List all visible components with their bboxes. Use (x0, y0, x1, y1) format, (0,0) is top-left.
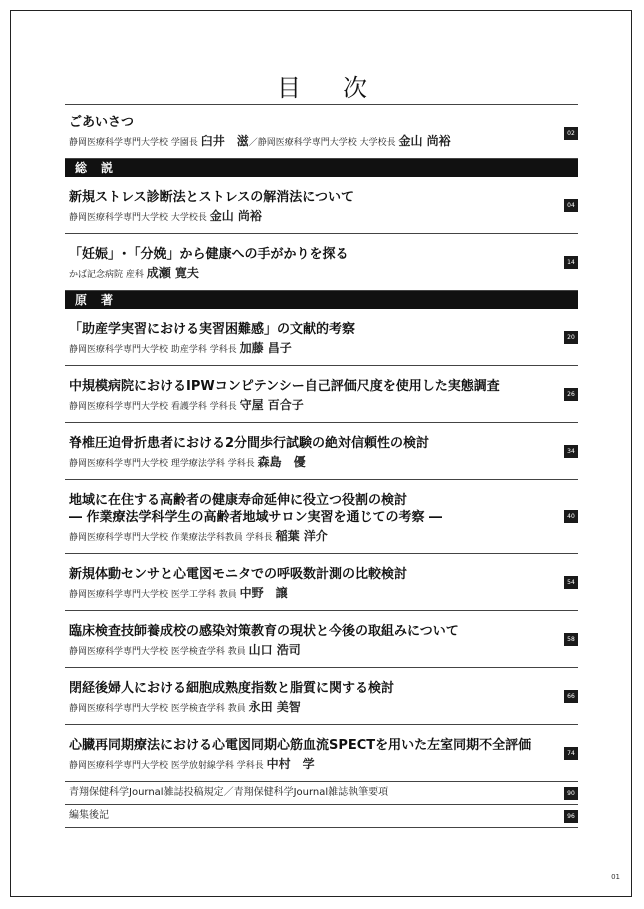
toc-entry[interactable] (65, 725, 578, 781)
author-affiliation: かば記念病院 産科 (69, 270, 147, 280)
toc-entry-plain[interactable] (65, 805, 578, 827)
toc-entry[interactable] (65, 366, 578, 422)
entry-title: 脊椎圧迫骨折患者における2分間歩行試験の絶対信頼性の検討 (69, 436, 430, 451)
page-number-box: 34 (564, 445, 578, 458)
divider-rule (65, 827, 578, 828)
entry-author (69, 342, 578, 357)
author-affiliation: ／静岡医療科学専門大学校 大学校長 (248, 138, 399, 148)
author-affiliation: 静岡医療科学専門大学校 助産学科 学科長 (69, 345, 240, 355)
author-name: 金山 尚裕 (398, 134, 451, 148)
entry-author (69, 399, 578, 414)
author-affiliation: 静岡医療科学専門大学校 看護学科 学科長 (69, 402, 240, 412)
author-affiliation: 静岡医療科学専門大学校 大学校長 (69, 213, 210, 223)
page-number-box: 40 (564, 510, 578, 523)
author-affiliation: 静岡医療科学専門大学校 医学検査学科 教員 (69, 704, 249, 714)
author-affiliation: 静岡医療科学専門大学校 医学工学科 教員 (69, 590, 240, 600)
page-number-box: 66 (564, 690, 578, 703)
table-of-contents (65, 104, 578, 828)
author-affiliation: 静岡医療科学専門大学校 作業療法学科教員 学科長 (69, 533, 276, 543)
entry-title: 新規ストレス診断法とストレスの解消法について (69, 190, 354, 205)
author-name: 中村 学 (266, 757, 315, 771)
entry-author (69, 456, 578, 471)
page-number-box: 04 (564, 199, 578, 212)
author-name: 臼井 滋 (200, 134, 249, 148)
toc-entry[interactable] (65, 105, 578, 158)
toc-entry[interactable] (65, 177, 578, 233)
entry-title: 地域に在住する高齢者の健康寿命延伸に役立つ役割の検討 (69, 493, 408, 508)
author-name: 中野 譲 (239, 586, 288, 600)
page-number-box: 90 (564, 787, 578, 800)
page-number-box: 96 (564, 810, 578, 823)
entry-author (69, 267, 578, 282)
author-name: 森島 優 (257, 455, 306, 469)
entry-title: 心臓再同期療法における心電図同期心筋血流SPECTを用いた左室同期不全評価 (69, 738, 532, 753)
toc-entry[interactable] (65, 668, 578, 724)
page-number-box: 26 (564, 388, 578, 401)
entry-author (69, 530, 578, 545)
entry-author (69, 135, 578, 150)
author-name: 守屋 百合子 (239, 398, 304, 412)
author-affiliation: 静岡医療科学専門大学校 医学検査学科 教員 (69, 647, 249, 657)
section-header: 原著 (65, 291, 578, 309)
author-name: 成瀬 寛夫 (146, 266, 199, 280)
entry-author (69, 210, 578, 225)
page-number-box: 02 (564, 127, 578, 140)
entry-title: 「妊娠」･「分娩」から健康への手がかりを探る (69, 247, 349, 262)
entry-title: 新規体動センサと心電図モニタでの呼吸数計測の比較検討 (69, 567, 408, 582)
section-header: 総説 (65, 159, 578, 177)
entry-title: 中規模病院におけるIPWコンピテンシー自己評価尺度を使用した実態調査 (69, 379, 500, 394)
folio-page-number: 01 (611, 873, 620, 881)
toc-entry[interactable] (65, 309, 578, 365)
page-number-box: 54 (564, 576, 578, 589)
entry-title: 閉経後婦人における細胞成熟度指数と脂質に関する検討 (69, 681, 395, 696)
entry-title: 「助産学実習における実習困難感」の文献的考察 (69, 322, 356, 337)
entry-title: 編集後記 (69, 810, 109, 821)
toc-entry[interactable] (65, 480, 578, 553)
entry-subtitle: ― 作業療法学科学生の高齢者地域サロン実習を通じての考察 ― (69, 510, 443, 525)
entry-author (69, 644, 578, 659)
page-number-box: 20 (564, 331, 578, 344)
author-affiliation: 静岡医療科学専門大学校 医学放射線学科 学科長 (69, 761, 267, 771)
toc-entry[interactable] (65, 423, 578, 479)
author-name: 永田 美智 (248, 700, 301, 714)
toc-entry[interactable] (65, 611, 578, 667)
page-number-box: 14 (564, 256, 578, 269)
toc-entry[interactable] (65, 234, 578, 290)
author-name: 山口 浩司 (248, 643, 301, 657)
entry-title: ごあいさつ (69, 115, 135, 130)
author-name: 加藤 昌子 (239, 341, 292, 355)
author-affiliation: 静岡医療科学専門大学校 学園長 (69, 138, 201, 148)
author-name: 稲葉 洋介 (275, 529, 328, 543)
entry-author (69, 701, 578, 716)
entry-author (69, 758, 578, 773)
toc-entry[interactable] (65, 554, 578, 610)
entry-title: 青翔保健科学Journal雑誌投稿規定／青翔保健科学Journal雑誌執筆要項 (69, 787, 389, 798)
toc-entry-plain[interactable] (65, 782, 578, 804)
page-number-box: 58 (564, 633, 578, 646)
author-name: 金山 尚裕 (209, 209, 262, 223)
page-title: 目次 (277, 74, 409, 102)
author-affiliation: 静岡医療科学専門大学校 理学療法学科 学科長 (69, 459, 258, 469)
entry-title: 臨床検査技師養成校の感染対策教育の現状と今後の取組みについて (69, 624, 459, 639)
entry-author (69, 587, 578, 602)
page-number-box: 74 (564, 747, 578, 760)
